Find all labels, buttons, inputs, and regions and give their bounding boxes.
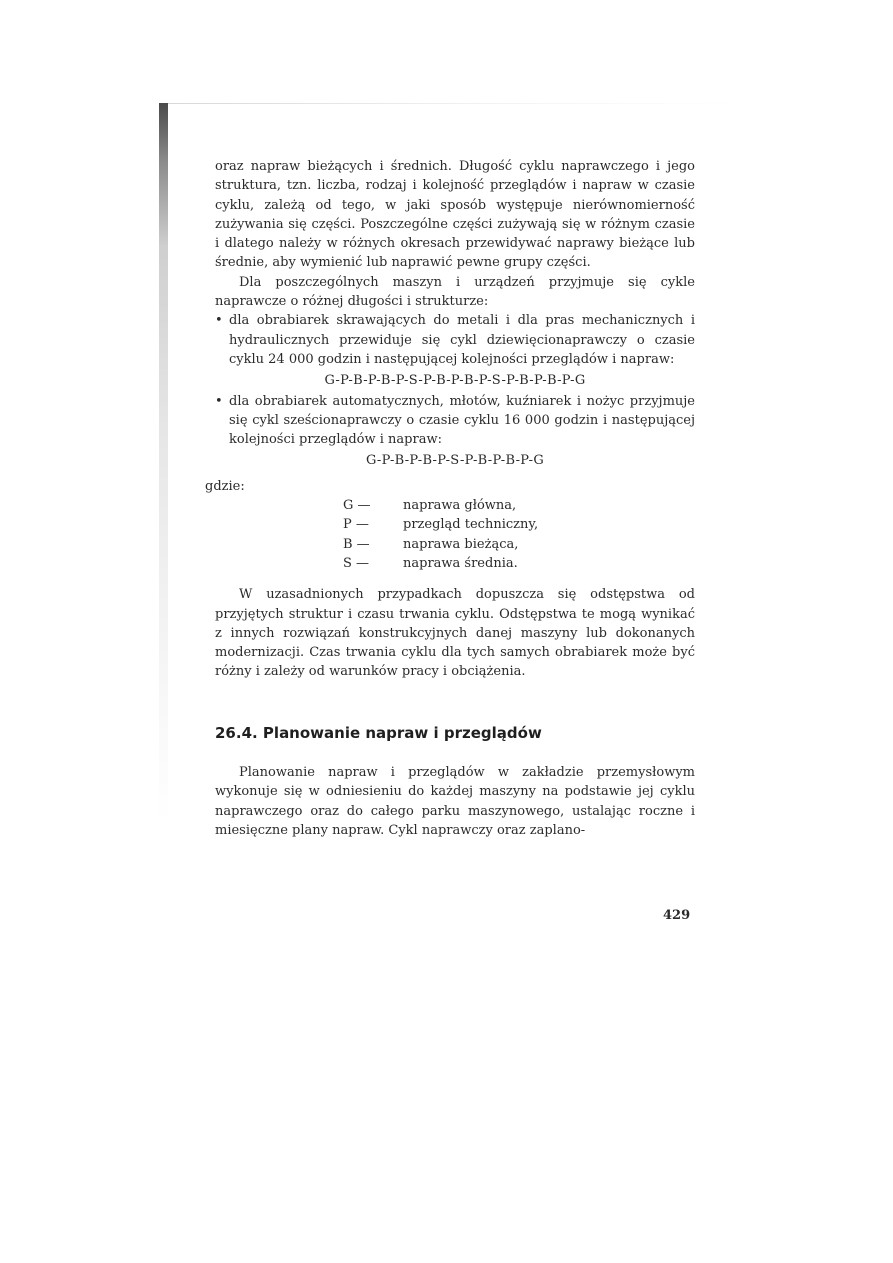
legend-code: B — xyxy=(343,536,370,552)
list-item-automatic-machines xyxy=(215,392,695,450)
legend-text: przegląd techniczny, xyxy=(403,517,539,533)
legend-text: naprawa bieżąca, xyxy=(403,536,519,552)
list-item-text: dla obrabiarek skrawających do metali i dla pras mechanicznych i hydraulicznych przewiduje się cykl dziewięcionaprawczy o czasie cyklu 24 000 godzin i następującej kolejności przeglądów i napraw: xyxy=(229,313,695,367)
legend-row xyxy=(343,515,695,534)
paragraph-cycle-structure: oraz napraw bieżących i średnich. Długość cyklu naprawczego i jego struktura, tzn. liczba, rodzaj i kolejność przeglądów i napraw w czasie cyklu, zależą od tego, w jaki sposób występuje nierównomierność zużywania się części. Poszczególne części zużywają się w różnym czasie i dlatego należy w różnych okresach przewidywać naprawy bieżące lub średnie, aby wymienić lub naprawić pewne grupy części. xyxy=(215,159,695,271)
paragraph-deviations: W uzasadnionych przypadkach dopuszcza się odstępstwa od przyjętych struktur i czasu trwania cyklu. Odstępstwa te mogą wynikać z innych rozwiązań konstrukcyjnych danej maszyny lub dokonanych modernizacji. Czas trwania cyklu dla tych samych obrabiarek może być różny i zależy od warunków pracy i obciążenia. xyxy=(215,587,695,680)
legend-text: naprawa główna, xyxy=(403,498,517,514)
legend-text: naprawa średnia. xyxy=(403,555,518,571)
legend-intro: gdzie: xyxy=(205,478,245,494)
bullet-icon: • xyxy=(215,313,223,329)
repair-sequence-six: G-P-B-P-B-P-S-P-B-P-B-P-G xyxy=(366,453,544,469)
section-heading: 26.4. Planowanie napraw i przeglądów xyxy=(215,723,542,742)
legend-code: S — xyxy=(343,555,370,571)
bullet-icon: • xyxy=(215,393,223,409)
scan-shadow-edge xyxy=(159,103,168,823)
legend-row xyxy=(343,535,695,554)
book-page xyxy=(205,157,695,840)
legend-list xyxy=(343,496,695,573)
legend-code: G — xyxy=(343,498,371,514)
repair-sequence-nine: G-P-B-P-B-P-S-P-B-P-B-P-S-P-B-P-B-P-G xyxy=(324,373,586,389)
legend-row xyxy=(343,554,695,573)
list-item-text: dla obrabiarek automatycznych, młotów, kuźniarek i nożyc przyjmuje się cykl sześcionaprawczy o czasie cyklu 16 000 godzin i następującej kolejności przeglądów i napraw: xyxy=(229,393,695,448)
page-number: 429 xyxy=(663,908,691,923)
scan-top-edge xyxy=(168,103,738,104)
spacer xyxy=(215,573,695,585)
legend-code: P — xyxy=(343,517,369,533)
paragraph-planning: Planowanie napraw i przeglądów w zakładzie przemysłowym wykonuje się w odniesieniu do każdej maszyny na podstawie jej cyklu naprawczego oraz do całego parku maszynowego, ustalając roczne i miesięczne plany napraw. Cykl naprawczy oraz zaplano- xyxy=(215,765,695,838)
legend-row xyxy=(343,496,695,515)
paragraph-cycle-intro: Dla poszczególnych maszyn i urządzeń przyjmuje się cykle naprawcze o różnej długości i strukturze: xyxy=(215,274,695,310)
list-item-metal-machines xyxy=(215,311,695,369)
